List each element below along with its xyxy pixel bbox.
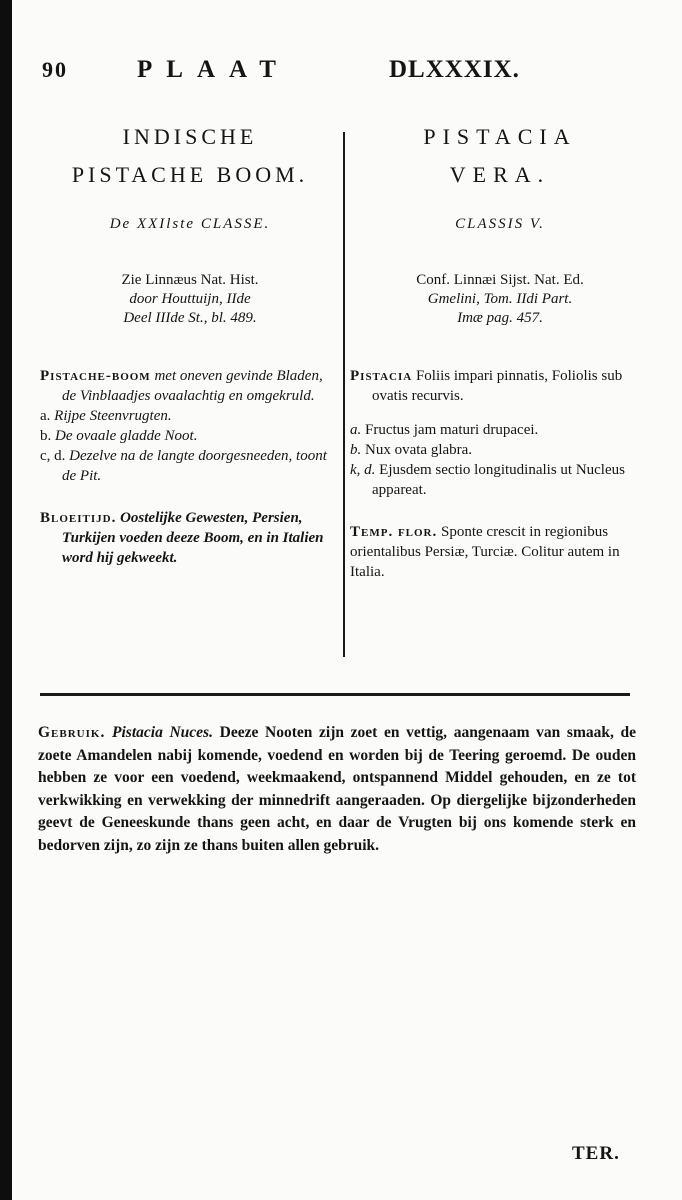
latin-desc-main [350,366,650,406]
latin-item-c: k, d. Ejusdem sectio longitudinalis ut Nucleus appareat. [350,462,625,498]
bloeitijd-text: Oostelijke Gewesten, Persien, Turkijen voeden deeze Boom, en in Italien word hij gekweekt. [62,510,324,566]
latin-title-line2: VERA. [449,162,551,187]
dutch-item-b: b. De ovaale gladde Noot. [40,428,198,444]
dutch-column [40,118,340,568]
latin-reference [350,271,650,328]
dutch-bloeitijd [40,508,340,568]
dutch-ref-line2: door Houttuijn, IIde [129,291,251,307]
page-header [42,56,602,84]
latin-temp-flor [350,522,650,582]
column-divider [343,132,345,657]
dutch-reference [40,271,340,328]
latin-ref-line2: Gmelini, Tom. IIdi Part. [427,291,573,307]
latin-column [350,118,650,582]
latin-class: CLASSIS V. [455,216,545,232]
gebruik-sublabel: Pistacia Nuces. [112,724,213,741]
latin-desc-label: Pistacia [350,368,413,384]
latin-ref-line1: Conf. Linnæi Sijst. Nat. Ed. [416,272,584,288]
gebruik-paragraph [38,722,636,857]
page-gutter [0,0,12,1200]
dutch-desc-main [40,366,340,406]
latin-title-line1: PISTACIA [423,124,577,149]
plate-label: PLAAT [137,56,290,83]
latin-ref-line3: Imæ pag. 457. [457,310,543,326]
dutch-ref-line1: Zie Linnæus Nat. Hist. [121,272,259,288]
latin-item-b: b. Nux ovata glabra. [350,442,473,458]
dutch-desc-text: met oneven gevinde Bladen, de Vinblaadjes ovaalachtig en omgekruld. [62,368,323,404]
gebruik-text: Deeze Nooten zijn zoet en vettig, aangenaam van smaak, de zoete Amandelen nabij komende, voedend en worden bij de Teering geroemd. De ouden hebben ze voor een voedend, weekmaakend, ontspannend Middel gehouden, en ze tot verkwikking en verwekking der minnedrift aangeraaden. Op diergelijke bijzonderheden geevt de Geneeskunde thans geen acht, en daar de Vrugten bij ons komende sterk en bedorven zijn, zo zijn ze thans buiten allen gebruik. [38,724,637,854]
page-number: 90 [42,57,68,82]
catchword: TER. [572,1143,620,1164]
plate-number: DLXXXIX. [389,56,520,83]
temp-flor-text: Sponte crescit in regionibus orientalibus Persiæ, Turciæ. Colitur autem in Italia. [350,524,620,580]
dutch-item-a: a. Rijpe Steenvrugten. [40,408,172,424]
latin-item-a: a. Fructus jam maturi drupacei. [350,422,539,438]
temp-flor-label: Temp. flor. [350,524,438,540]
section-rule [40,693,630,696]
latin-description [350,366,650,500]
bloeitijd-label: Bloeitijd. [40,510,117,526]
gebruik-label: Gebruik. [38,724,106,741]
dutch-ref-line3: Deel IIIde St., bl. 489. [123,310,257,326]
dutch-title-line2: PISTACHE BOOM. [71,162,309,187]
dutch-desc-label: Pistache-boom [40,368,151,384]
latin-desc-text: Foliis impari pinnatis, Foliolis sub ovatis recurvis. [372,368,623,404]
dutch-title-line1: INDISCHE [122,124,258,149]
dutch-class: De XXIlste CLASSE. [109,216,271,232]
dutch-item-c: c, d. Dezelve na de langte doorgesneeden, toont de Pit. [40,448,327,484]
dutch-description [40,366,340,486]
